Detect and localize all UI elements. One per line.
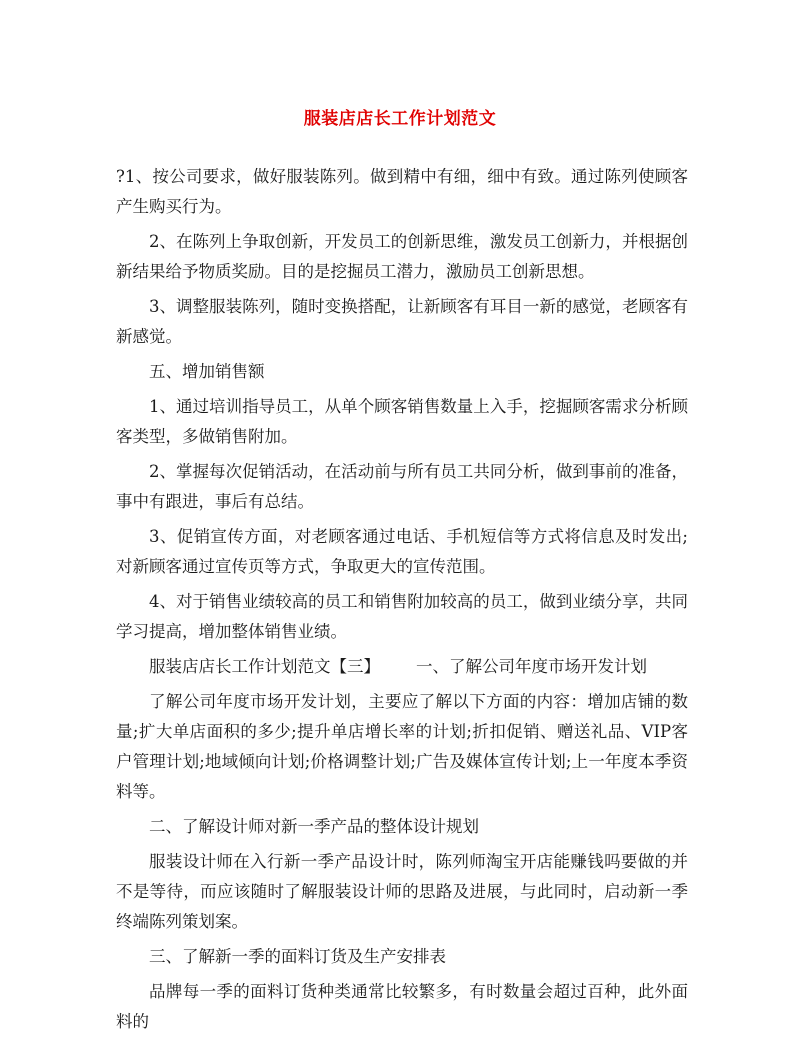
- document-title: 服装店店长工作计划范文: [303, 109, 497, 129]
- section-three-heading: [116, 652, 688, 682]
- paragraph: 品牌每一季的面料订货种类通常比较繁多，有时数量会超过百种，此外面料的: [116, 982, 688, 1031]
- paragraph: 4、对于销售业绩较高的员工和销售附加较高的员工，做到业绩分享，共同学习提高，增加整体销售业绩。: [116, 592, 688, 641]
- paragraph: 2、掌握每次促销活动，在活动前与所有员工共同分析，做到事前的准备，事中有跟进，事后有总结。: [116, 462, 688, 511]
- paragraph: ?1、按公司要求，做好服装陈列。做到精中有细，细中有致。通过陈列使顾客产生购买行为。: [116, 167, 688, 216]
- section-three-subheading: 一、了解公司年度市场开发计划: [416, 657, 647, 676]
- section-heading: 三、了解新一季的面料订货及生产安排表: [149, 947, 446, 966]
- paragraph: 3、调整服装陈列，随时变换搭配，让新顾客有耳目一新的感觉，老顾客有新感觉。: [116, 297, 688, 346]
- section-three-title: 服装店店长工作计划范文【三】: [149, 657, 380, 676]
- section-heading: 二、了解设计师对新一季产品的整体设计规划: [149, 817, 479, 836]
- section-heading: 五、增加销售额: [149, 362, 265, 381]
- paragraph: 3、促销宣传方面，对老顾客通过电话、手机短信等方式将信息及时发出;对新顾客通过宣传页等方式，争取更大的宣传范围。: [116, 527, 688, 576]
- document-body: [116, 162, 688, 1042]
- paragraph: 了解公司年度市场开发计划，主要应了解以下方面的内容：增加店铺的数量;扩大单店面积的多少;提升单店增长率的计划;折扣促销、赠送礼品、VIP客户管理计划;地域倾向计划;价格调整计划;广告及媒体宣传计划;上一年度本季资料等。: [116, 692, 688, 801]
- paragraph: 2、在陈列上争取创新，开发员工的创新思维，激发员工创新力，并根据创新结果给予物质奖励。目的是挖掘员工潜力，激励员工创新思想。: [116, 232, 688, 281]
- paragraph: 服装设计师在入行新一季产品设计时，陈列师淘宝开店能赚钱吗要做的并不是等待，而应该随时了解服装设计师的思路及进展，与此同时，启动新一季终端陈列策划案。: [116, 852, 688, 931]
- paragraph: 1、通过培训指导员工，从单个顾客销售数量上入手，挖掘顾客需求分析顾客类型，多做销售附加。: [116, 397, 688, 446]
